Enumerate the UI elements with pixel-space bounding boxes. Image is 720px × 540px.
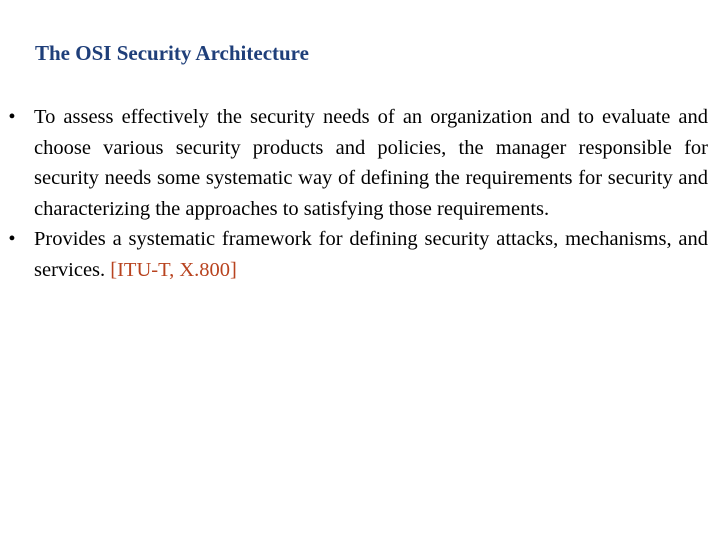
bullet-item xyxy=(0,224,720,285)
bullet-list xyxy=(0,102,720,285)
bullet-item xyxy=(0,102,720,224)
bullet-text: To assess effectively the security needs of an organization and to evaluate and choose various security products and policies, the manager responsible for security needs some systematic way of defining the requirements for security and characterizing the approaches to satisfying those requirements. xyxy=(34,106,708,220)
bullet-marker: • xyxy=(8,228,16,250)
bullet-marker: • xyxy=(8,106,16,128)
citation-reference: [ITU-T, X.800] xyxy=(110,258,237,281)
slide-title: The OSI Security Architecture xyxy=(35,41,309,65)
bullet-text: Provides a systematic framework for defining security attacks, mechanisms, and services. xyxy=(34,228,708,281)
